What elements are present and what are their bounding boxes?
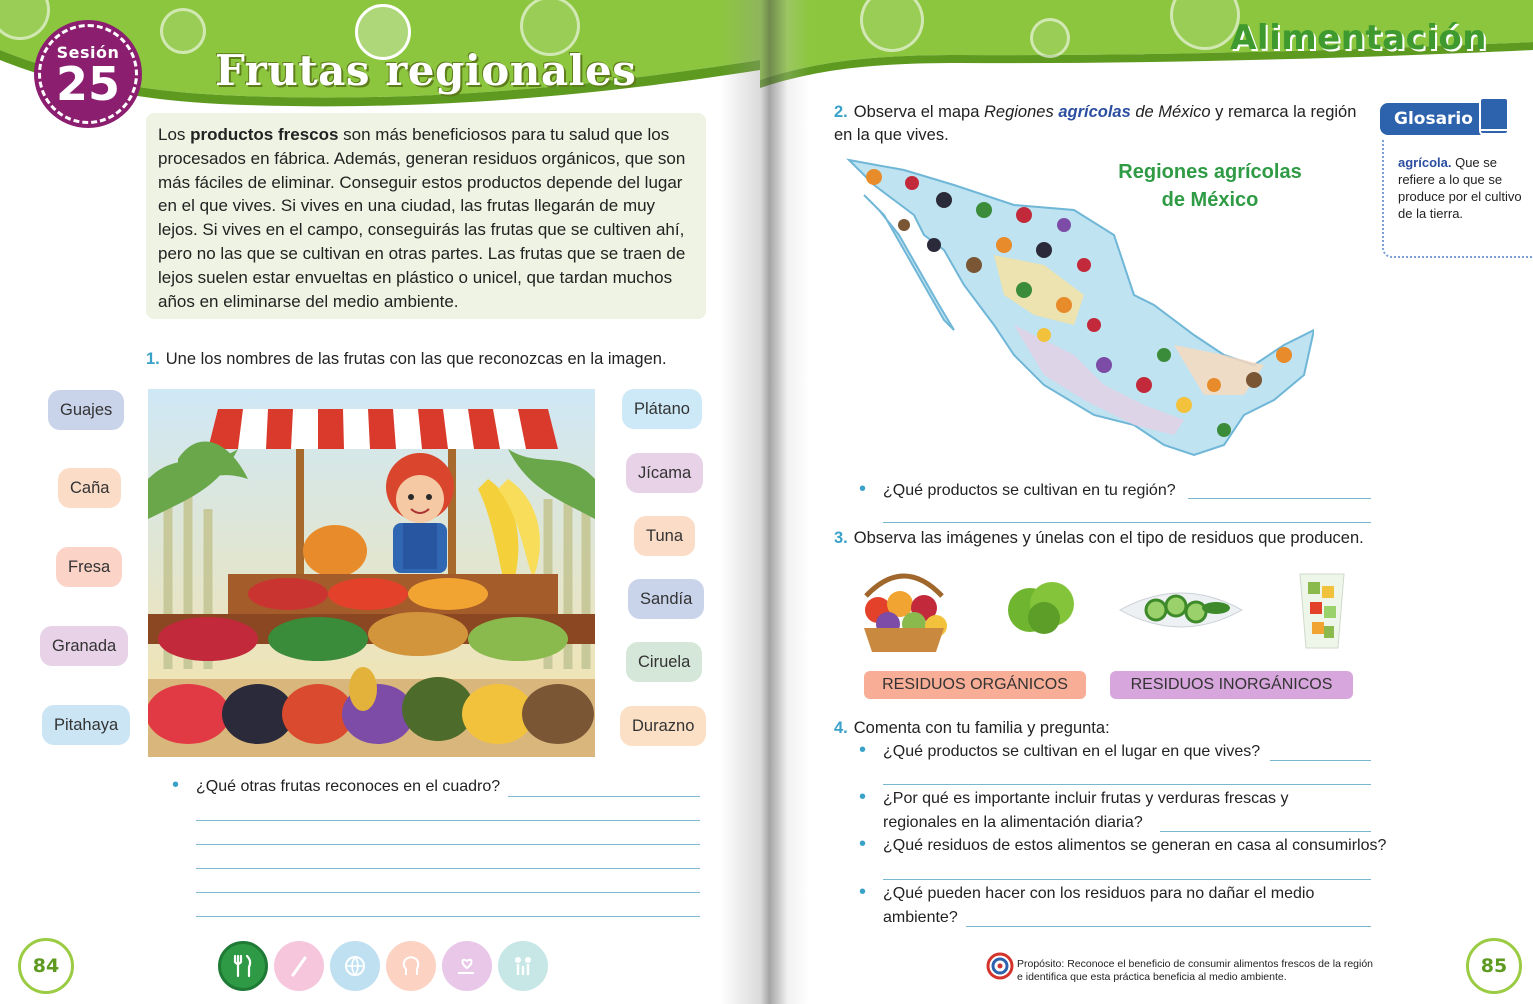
answer-line[interactable]: [883, 522, 1371, 523]
question-importance-cont: regionales en la alimentación diaria?: [883, 814, 1143, 831]
glossary-definition: [1382, 140, 1533, 258]
glossary-definition-text: Que se refiere a lo que se produce por el cultivo de la tierra.: [1398, 155, 1522, 221]
answer-line[interactable]: [1160, 831, 1371, 832]
answer-line[interactable]: [196, 916, 700, 917]
activity-text-italic: de México: [1130, 103, 1211, 121]
right-page: [760, 0, 1533, 1004]
activity-4: [834, 719, 1110, 738]
answer-line[interactable]: [883, 879, 1371, 880]
page-number: 84: [18, 938, 74, 994]
green-apples-image: [1004, 570, 1080, 640]
answer-line[interactable]: [196, 892, 700, 893]
fruit-label-tuna[interactable]: Tuna: [634, 516, 695, 556]
lime-decoration: [1030, 18, 1070, 58]
question-local-products: • ¿Qué productos se cultivan en el lugar en que vives?: [883, 743, 1260, 761]
activity-text: Une los nombres de las frutas con las que reconozcas en la imagen.: [165, 350, 667, 368]
book-gutter: [720, 0, 810, 1004]
answer-line[interactable]: [508, 796, 700, 797]
fruit-label-sandia[interactable]: Sandía: [628, 579, 704, 619]
activity-text: Observa el mapa: [853, 103, 984, 121]
heart-hand-icon[interactable]: [442, 941, 492, 991]
intro-text-box: [146, 113, 706, 319]
purpose-statement: Propósito: Reconoce el beneficio de consumir alimentos frescos de la región e identifica que esta práctica beneficia al medio ambiente.: [1017, 958, 1374, 983]
intro-rest: son más beneficiosos para tu salud que los procesados en fábrica. Además, generan residuos orgánicos, que son más fáciles de eliminar. Conseguir estos productos depende del lugar en el que vives. Si vives en una ciudad, las frutas llegarán de muy lejos. Si vives en el campo, conseguirás las frutas que se cultiven ahí, pero no las que se cultivan en otras partes. Las frutas que se traen de lejos suelen estar envueltas en plástico o unicel, que tardan muchos años en eliminarse del medio ambiente.: [158, 125, 686, 311]
toothbrush-icon[interactable]: [274, 941, 324, 991]
map-title-line: de México: [1161, 189, 1259, 211]
activity-number: 2.: [834, 103, 848, 121]
organic-waste-tag[interactable]: RESIDUOS ORGÁNICOS: [864, 671, 1086, 699]
activity-2: [834, 101, 1364, 147]
lime-decoration: [160, 8, 206, 54]
head-icon[interactable]: [386, 941, 436, 991]
activity-text: y remarca la región en la que vives.: [834, 103, 1357, 144]
activity-number: 4.: [834, 719, 848, 737]
fruit-label-guajes[interactable]: Guajes: [48, 390, 124, 430]
fruit-basket-image: [856, 566, 952, 658]
question-region-products: • ¿Qué productos se cultivan en tu región?: [883, 482, 1176, 500]
activity-number: 3.: [834, 529, 848, 547]
glossary-term: agrícola.: [1398, 155, 1452, 170]
cucumber-plate-image: [1116, 580, 1246, 642]
fruit-label-fresa[interactable]: Fresa: [56, 547, 122, 587]
activity-1: [146, 350, 667, 369]
map-title: [1090, 158, 1330, 214]
fruit-label-durazno[interactable]: Durazno: [620, 706, 706, 746]
fruit-cup-image: [1294, 566, 1350, 652]
book-icon: [1478, 96, 1512, 138]
activity-text: Observa las imágenes y únelas con el tipo de residuos que producen.: [853, 529, 1364, 547]
answer-line[interactable]: [196, 820, 700, 821]
answer-line[interactable]: [883, 784, 1371, 785]
question-waste-handling-cont: ambiente?: [883, 909, 958, 926]
page-title: Frutas regionales: [215, 46, 637, 95]
question-waste-handling: • ¿Qué pueden hacer con los residuos para no dañar el medio: [883, 885, 1314, 903]
intro-lead: Los: [158, 125, 191, 144]
question-importance: • ¿Por qué es importante incluir frutas y verduras frescas y: [883, 790, 1289, 808]
activity-3: [834, 529, 1364, 548]
inorganic-waste-tag[interactable]: RESIDUOS INORGÁNICOS: [1110, 671, 1353, 699]
answer-line[interactable]: [1270, 760, 1371, 761]
fork-knife-icon[interactable]: [218, 941, 268, 991]
activity-number: 1.: [146, 350, 160, 368]
glossary-tab: Glosario: [1380, 103, 1486, 135]
answer-line[interactable]: [196, 844, 700, 845]
question-household-waste: • ¿Qué residuos de estos alimentos se generan en casa al consumirlos?: [883, 837, 1386, 855]
activity-text-italic: Regiones: [984, 103, 1059, 121]
subject-title: Alimentación: [1230, 18, 1487, 58]
map-title-line: Regiones agrícolas: [1118, 161, 1302, 183]
session-number: 25: [55, 57, 120, 111]
answer-line[interactable]: [1188, 498, 1371, 499]
intro-bold: productos frescos: [190, 125, 339, 144]
target-icon: [986, 952, 1014, 980]
fruit-label-platano[interactable]: Plátano: [622, 389, 702, 429]
ball-icon[interactable]: [330, 941, 380, 991]
glossary-word: agrícolas: [1058, 103, 1131, 121]
fruit-label-granada[interactable]: Granada: [40, 626, 128, 666]
fruit-label-ciruela[interactable]: Ciruela: [626, 642, 702, 682]
session-badge: [38, 24, 138, 124]
left-page: [0, 0, 760, 1004]
answer-line[interactable]: [196, 868, 700, 869]
fruit-label-cana[interactable]: Caña: [58, 468, 121, 508]
activity-text: Comenta con tu familia y pregunta:: [853, 719, 1110, 737]
page-number: 85: [1466, 938, 1522, 994]
answer-line[interactable]: [966, 926, 1371, 927]
people-icon[interactable]: [498, 941, 548, 991]
fruit-market-illustration: [148, 389, 595, 757]
fruit-label-jicama[interactable]: Jícama: [626, 453, 703, 493]
question-other-fruits: • ¿Qué otras frutas reconoces en el cuadro?: [196, 778, 500, 796]
fruit-label-pitahaya[interactable]: Pitahaya: [42, 705, 130, 745]
session-label: Sesión: [56, 43, 120, 62]
